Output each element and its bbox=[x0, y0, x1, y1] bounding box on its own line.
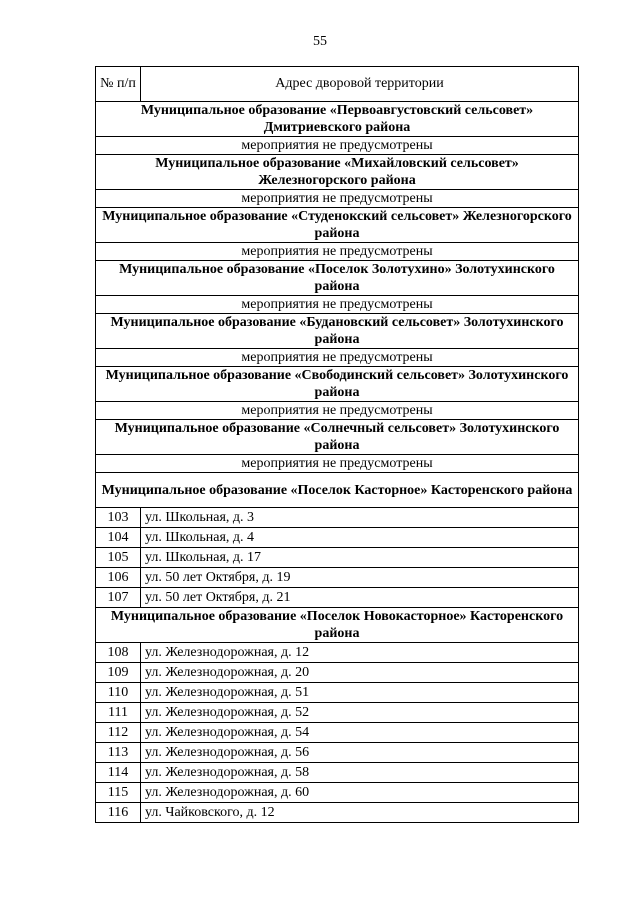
table-row bbox=[96, 588, 579, 608]
section-row bbox=[96, 608, 579, 643]
row-number: 104 bbox=[96, 528, 141, 548]
row-address: ул. Железнодорожная, д. 51 bbox=[141, 683, 579, 703]
row-number: 116 bbox=[96, 803, 141, 823]
row-number: 111 bbox=[96, 703, 141, 723]
note-row bbox=[96, 455, 579, 473]
no-measures-note: мероприятия не предусмотрены bbox=[96, 243, 579, 261]
row-number: 113 bbox=[96, 743, 141, 763]
row-address: ул. Школьная, д. 3 bbox=[141, 508, 579, 528]
table-row bbox=[96, 703, 579, 723]
table-row bbox=[96, 643, 579, 663]
table-row bbox=[96, 763, 579, 783]
address-table bbox=[95, 66, 579, 823]
page-number: 55 bbox=[313, 34, 327, 49]
row-number: 114 bbox=[96, 763, 141, 783]
section-row bbox=[96, 367, 579, 402]
row-number: 112 bbox=[96, 723, 141, 743]
note-row bbox=[96, 402, 579, 420]
table-row bbox=[96, 568, 579, 588]
note-row bbox=[96, 243, 579, 261]
table-row bbox=[96, 803, 579, 823]
municipality-heading: Муниципальное образование «Студенокский сельсовет» Железногорского района bbox=[96, 208, 579, 243]
row-number: 109 bbox=[96, 663, 141, 683]
section-row bbox=[96, 102, 579, 137]
no-measures-note: мероприятия не предусмотрены bbox=[96, 137, 579, 155]
table-row bbox=[96, 663, 579, 683]
row-address: ул. Железнодорожная, д. 12 bbox=[141, 643, 579, 663]
row-address: ул. Школьная, д. 17 bbox=[141, 548, 579, 568]
row-address: ул. Железнодорожная, д. 52 bbox=[141, 703, 579, 723]
no-measures-note: мероприятия не предусмотрены bbox=[96, 455, 579, 473]
municipality-heading: Муниципальное образование «Будановский сельсовет» Золотухинского района bbox=[96, 314, 579, 349]
section-row bbox=[96, 208, 579, 243]
municipality-heading: Муниципальное образование «Михайловский сельсовет» Железногорского района bbox=[96, 155, 579, 190]
row-number: 110 bbox=[96, 683, 141, 703]
section-row bbox=[96, 261, 579, 296]
no-measures-note: мероприятия не предусмотрены bbox=[96, 296, 579, 314]
table-row bbox=[96, 548, 579, 568]
no-measures-note: мероприятия не предусмотрены bbox=[96, 190, 579, 208]
table-row bbox=[96, 508, 579, 528]
row-number: 107 bbox=[96, 588, 141, 608]
municipality-heading: Муниципальное образование «Поселок Золотухино» Золотухинского района bbox=[96, 261, 579, 296]
row-address: ул. 50 лет Октября, д. 21 bbox=[141, 588, 579, 608]
header-number: № п/п bbox=[96, 67, 141, 102]
row-address: ул. Школьная, д. 4 bbox=[141, 528, 579, 548]
section-row bbox=[96, 473, 579, 508]
section-row bbox=[96, 155, 579, 190]
table-header-row bbox=[96, 67, 579, 102]
note-row bbox=[96, 349, 579, 367]
table-row bbox=[96, 783, 579, 803]
row-address: ул. Чайковского, д. 12 bbox=[141, 803, 579, 823]
header-address: Адрес дворовой территории bbox=[141, 67, 579, 102]
row-number: 103 bbox=[96, 508, 141, 528]
municipality-heading: Муниципальное образование «Свободинский сельсовет» Золотухинского района bbox=[96, 367, 579, 402]
row-address: ул. 50 лет Октября, д. 19 bbox=[141, 568, 579, 588]
table-row bbox=[96, 723, 579, 743]
table-row bbox=[96, 743, 579, 763]
note-row bbox=[96, 137, 579, 155]
note-row bbox=[96, 296, 579, 314]
section-row bbox=[96, 314, 579, 349]
table-row bbox=[96, 683, 579, 703]
row-address: ул. Железнодорожная, д. 54 bbox=[141, 723, 579, 743]
municipality-heading: Муниципальное образование «Поселок Новокасторное» Касторенского района bbox=[96, 608, 579, 643]
row-number: 106 bbox=[96, 568, 141, 588]
row-address: ул. Железнодорожная, д. 60 bbox=[141, 783, 579, 803]
row-address: ул. Железнодорожная, д. 20 bbox=[141, 663, 579, 683]
row-number: 115 bbox=[96, 783, 141, 803]
municipality-heading: Муниципальное образование «Первоавгустовский сельсовет» Дмитриевского района bbox=[96, 102, 579, 137]
no-measures-note: мероприятия не предусмотрены bbox=[96, 349, 579, 367]
section-row bbox=[96, 420, 579, 455]
row-number: 105 bbox=[96, 548, 141, 568]
table-body bbox=[96, 102, 579, 823]
no-measures-note: мероприятия не предусмотрены bbox=[96, 402, 579, 420]
row-number: 108 bbox=[96, 643, 141, 663]
note-row bbox=[96, 190, 579, 208]
row-address: ул. Железнодорожная, д. 56 bbox=[141, 743, 579, 763]
municipality-heading: Муниципальное образование «Поселок Касторное» Касторенского района bbox=[96, 473, 579, 508]
table-row bbox=[96, 528, 579, 548]
municipality-heading: Муниципальное образование «Солнечный сельсовет» Золотухинского района bbox=[96, 420, 579, 455]
row-address: ул. Железнодорожная, д. 58 bbox=[141, 763, 579, 783]
